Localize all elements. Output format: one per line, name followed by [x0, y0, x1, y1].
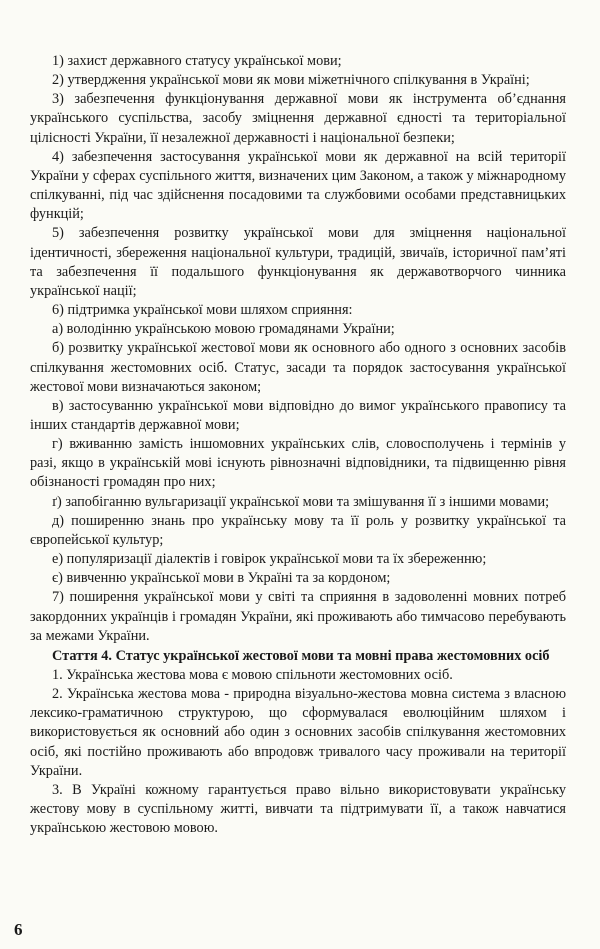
page-number: 6: [14, 920, 23, 939]
article-4-paragraph-1: 1. Українська жестова мова є мовою спільноти жестомовних осіб.: [52, 667, 453, 683]
paragraph-item-7: 7) поширення української мови у світі та сприяння в задоволенні мовних потреб закордонних українців і громадян України, які проживають або тимчасово перебувають за межами України.: [30, 589, 566, 644]
paragraph-subitem-g: ґ) запобіганню вульгаризації української мови та змішування її з іншими мовами;: [52, 493, 550, 510]
paragraph-subitem-v: в) застосуванню української мови відповідно до вимог українського правопису та інших стандартів державної мови;: [30, 397, 566, 433]
article-4-paragraph-3: 3. В Україні кожному гарантується право вільно використовувати українську жестову мову в суспільному житті, вивчати та підтримувати її, а також навчатися українською жестовою мовою.: [30, 781, 566, 837]
article-4-heading: Стаття 4. Статус української жестової мови та мовні права жестомовних осіб: [52, 647, 550, 664]
paragraph-item-2: 2) утвердження української мови як мови міжетнічного спілкування в Україні;: [52, 72, 530, 89]
paragraph-subitem-a: а) володінню українською мовою громадянами України;: [52, 321, 395, 338]
article-4-paragraph-2: 2. Українська жестова мова - природна візуально-жестова мовна система з власною лексико-граматичною структурою, що сформувалася еволюційним шляхом і використовується як основний або один з основних засобів спілкування жестомовних осіб, які постійно проживають або впродовж тривалого часу проживали на території України.: [30, 686, 566, 779]
page-body: [30, 52, 566, 838]
paragraph-item-5: 5) забезпечення розвитку української мови для зміцнення національної ідентичності, збереження національної культури, традицій, звичаїв, історичної пам’яті та забезпечення її подальшого функціонування як державотворчого чинника української нації;: [30, 225, 566, 299]
paragraph-item-6: 6) підтримка української мови шляхом сприяння:: [52, 302, 353, 319]
paragraph-item-3: 3) забезпечення функціонування державної мови як інструмента об’єднання українського суспільства, засобу зміцнення державної єдності та територіальної цілісності України, її незалежної державності і національної безпеки;: [30, 91, 566, 146]
paragraph-subitem-ye: є) вивченню української мови в Україні та за кордоном;: [52, 570, 391, 587]
paragraph-subitem-e: е) популяризації діалектів і говірок української мови та їх збереженню;: [52, 551, 487, 568]
paragraph-subitem-d: д) поширенню знань про українську мову та її роль у розвитку української та європейської культур;: [30, 512, 566, 548]
paragraph-subitem-h: г) вживанню замість іншомовних українських слів, словосполучень і термінів у разі, якщо в українській мові існують рівнозначні відповідники, та підвищенню рівня обізнаності громадян про них;: [30, 436, 566, 491]
paragraph-item-4: 4) забезпечення застосування української мови як державної на всій території України у сферах суспільного життя, визначених цим Законом, а також у міжнародному спілкуванні, під час здійснення посадовими та службовими особами представницьких функцій;: [30, 148, 566, 223]
paragraph-item-1: 1) захист державного статусу української мови;: [52, 53, 342, 69]
paragraph-subitem-b: б) розвитку української жестової мови як основного або одного з основних засобів спілкування жестомовних осіб. Статус, засади та порядок застосування української жестової мови визначаються законом;: [30, 340, 566, 395]
